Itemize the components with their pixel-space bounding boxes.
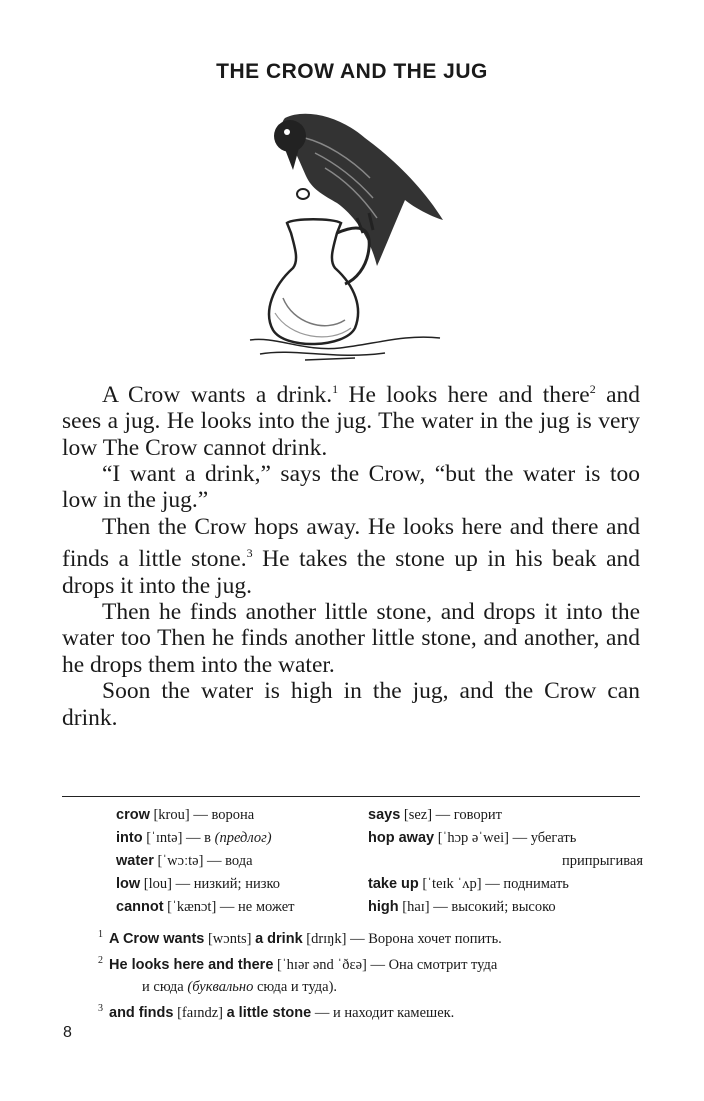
crow-and-jug-illustration <box>245 108 450 363</box>
story-text <box>62 376 640 731</box>
footnotes <box>98 924 643 1023</box>
story-paragraph: “I want a drink,” says the Crow, “but the water is too low in the jug.” <box>62 461 640 514</box>
vocabulary-entry: high [haɪ] — высокий; высоко <box>368 899 556 915</box>
footnote-continuation: и сюда (буквально сюда и туда). <box>142 978 338 995</box>
vocabulary-column-left <box>116 804 366 919</box>
vocabulary-entry: hop away [ˈhɔp əˈwei] — убегать <box>368 830 577 846</box>
vocabulary-entry: cannot [ˈkænɔt] — не может <box>116 899 295 915</box>
footnote-marker: 2 <box>589 382 596 396</box>
footnote: $^2$ He looks here and there [ˈhɪər ənd ˈðɛə] — Она смотрит туда <box>98 954 498 973</box>
footnote-marker: 1 <box>332 382 339 396</box>
vocabulary-divider <box>62 796 640 797</box>
vocabulary-entry-continuation: припрыгивая <box>562 853 643 869</box>
vocabulary-entry: low [lou] — низкий; низко <box>116 876 281 892</box>
vocabulary-entry: water [ˈwɔːtə] — вода <box>116 853 253 869</box>
story-paragraph: Then he finds another little stone, and drops it into the water too Then he finds another little stone, and another, and he drops them into the water. <box>62 598 640 678</box>
vocabulary-column-right <box>368 804 643 919</box>
page-number: 8 <box>63 1024 72 1041</box>
vocabulary-entry: into [ˈɪntə] — в (предлог) <box>116 830 272 846</box>
vocabulary-entry: says [sez] — говорит <box>368 807 502 823</box>
vocabulary-entry: take up [ˈteɪk ˈʌp] — поднимать <box>368 876 569 892</box>
footnote-marker: 3 <box>246 546 253 561</box>
story-title: THE CROW AND THE JUG <box>216 60 488 83</box>
footnote: $^3$ and finds [faɪndz] a little stone — и находит камешек. <box>98 1002 455 1021</box>
vocabulary-entry: crow [krou] — ворона <box>116 807 255 823</box>
footnote: $^1$ A Crow wants [wɔnts] a drink [drɪŋk] — Ворона хочет попить. <box>98 929 502 947</box>
story-paragraph: Then the Crow hops away. He looks here and there and finds a little stone.$^3$ He takes the stone up in his beak and drops it into the jug. <box>62 513 640 599</box>
story-paragraph: A Crow wants a drink.$^1$ He looks here and there$^2$ and sees a jug. He looks into the jug. The water in the jug is very low The Crow cannot drink. <box>62 381 640 461</box>
story-paragraph: Soon the water is high in the jug, and the Crow can drink. <box>62 678 640 731</box>
